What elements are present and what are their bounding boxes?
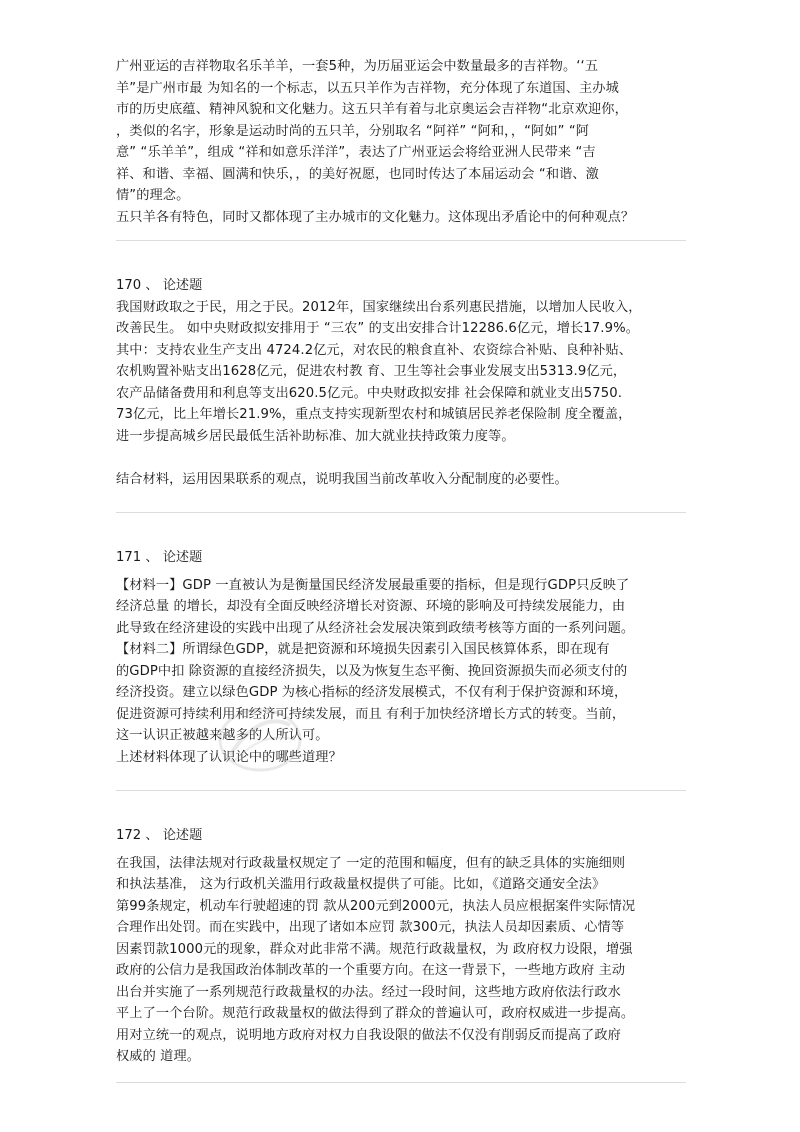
text-line: 出台并实施了一系列规范行政裁量权的办法。经过一段时间，这些地方政府依法行政水	[116, 984, 621, 1000]
section-divider	[116, 512, 686, 513]
text-line: 情”的理念。	[116, 188, 190, 203]
text-line: 73亿元，比上年增长21.9%，重点支持实现新型农村和城镇居民养老保险制 度全覆盖，	[116, 407, 632, 422]
text-line: 改善民生。 如中央财政拟安排用于 “三农” 的支出安排合计12286.6亿元，增长17.9%。	[116, 321, 639, 336]
question-number: 171 、 论述题	[116, 550, 203, 565]
text-line: 用对立统一的观点，说明地方政府对权力自我设限的做法不仅没有削弱反而提高了政府	[116, 1027, 621, 1043]
text-line: 进一步提高城乡居民最低生活补助标准、加大就业扶持政策力度等。	[116, 428, 515, 444]
text-line: 权威的 道理。	[116, 1049, 201, 1064]
question-number: 170 、 论述题	[116, 278, 203, 293]
question-prompt: 上述材料体现了认识论中的哪些道理？	[116, 749, 342, 765]
section-divider	[116, 1082, 686, 1083]
text-line: 羊”是广州市最 为知名的一个标志，以五只羊作为吉祥物，充分体现了东道国、主办城	[116, 80, 619, 96]
text-line: 市的历史底蕴、精神风貌和文化魅力。这五只羊有着与北京奥运会吉祥物“北京欢迎你，	[116, 102, 628, 117]
text-line: 政府的公信力是我国政治体制改革的一个重要方向。在这一背景下，一些地方政府 主动	[116, 963, 626, 978]
text-line: 的GDP中扣 除资源的直接经济损失，以及为恢复生态平衡、挽回资源损失而必须支付的	[116, 663, 628, 679]
text-line: 其中：支持农业生产支出 4724.2亿元，对农民的粮食直补、农资综合补贴、良种补贴、	[116, 342, 633, 358]
section-divider	[116, 790, 686, 791]
text-line: 平上了一个台阶。规范行政裁量权的做法得到了群众的普遍认可，政府权威进一步提高。	[116, 1006, 635, 1021]
text-line: 促进资源可持续利用和经济可持续发展，而且 有利于加快经济增长方式的转变。当前，	[116, 706, 626, 722]
text-line: 在我国，法律法规对行政裁量权规定了 一定的范围和幅度，但有的缺乏具体的实施细则	[116, 855, 626, 871]
question-prompt: 五只羊各有特色，同时又都体现了主办城市的文化魅力。这体现出矛盾论中的何种观点？	[116, 209, 635, 225]
text-line: 广州亚运的吉祥物取名乐羊羊，一套5种，为历届亚运会中数量最多的吉祥物。‘‘五	[116, 59, 599, 74]
text-line: 意” “乐羊羊”，组成 “祥和如意乐洋洋”，表达了广州亚运会将给亚洲人民带来 “吉	[116, 145, 596, 160]
text-line: 我国财政取之于民，用之于民。2012年，国家继续出台系列惠民措施，以增加人民收入，	[116, 299, 642, 315]
text-line: 祥、和谐、幸福、圓满和快乐，，的美好祝愿，也同时传达了本届运动会 “和谐、激	[116, 166, 599, 182]
question-171	[116, 547, 686, 768]
text-line: 【材料一】GDP 一直被认为是衡量国民经济发展最重要的指标，但是现行GDP只反映了	[116, 577, 630, 593]
text-line: 【材料二】所谓绿色GDP，就是把资源和环境损失因素引入国民核算体系，即在现有	[116, 642, 610, 657]
section-divider	[116, 240, 686, 241]
text-line: 经济总量 的增长，却没有全面反映经济增长对资源、环境的影响及可持续发展能力，由	[116, 599, 626, 614]
text-line: 经济投资。建立以绿色GDP 为核心指标的经济发展模式，不仅有利于保护资源和环境，	[116, 685, 628, 700]
question-prompt: 结合材料，运用因果联系的观点，说明我国当前改革收入分配制度的必要性。	[116, 471, 568, 487]
text-line: 因素罚款1000元的现象，群众对此非常不满。规范行政裁量权，为 政府权力设限，增强	[116, 941, 633, 957]
text-line: ，类似的名字，形象是运动时尚的五只羊，分别取名 “阿祥” “阿和，，“阿如” “阿	[116, 123, 590, 139]
text-line: 这一认识正被越来越多的人所认可。	[116, 728, 329, 743]
blank-line	[116, 447, 686, 469]
text-line: 合理作出处罚。而在实践中，出现了诸如本应罚 款300元，执法人员却因素质、心情等	[116, 920, 625, 935]
text-line: 农机购置补贴支出1628亿元，促进农村教 育、卫生等社会事业发展支出5313.9亿元，	[116, 364, 627, 379]
text-line: 和执法基准， 这为行政机关滥用行政裁量权提供了可能。比如，《道路交通安全法》	[116, 877, 606, 892]
question-172	[116, 825, 686, 1068]
question-169-body	[116, 56, 686, 228]
text-line: 第99条规定，机动车行驶超速的罚 款从200元到2000元，执法人员应根据案件实际情况	[116, 898, 636, 914]
text-line: 农产品储备费用和利息等支出620.5亿元。中央财政拟安排 社会保障和就业支出5750.	[116, 385, 622, 401]
question-170	[116, 275, 686, 490]
document-page	[116, 56, 686, 1083]
question-number: 172 、 论述题	[116, 828, 203, 843]
text-line: 此导致在经济建设的实践中出现了从经济社会发展决策到政绩考核等方面的一系列问题。	[116, 620, 635, 636]
